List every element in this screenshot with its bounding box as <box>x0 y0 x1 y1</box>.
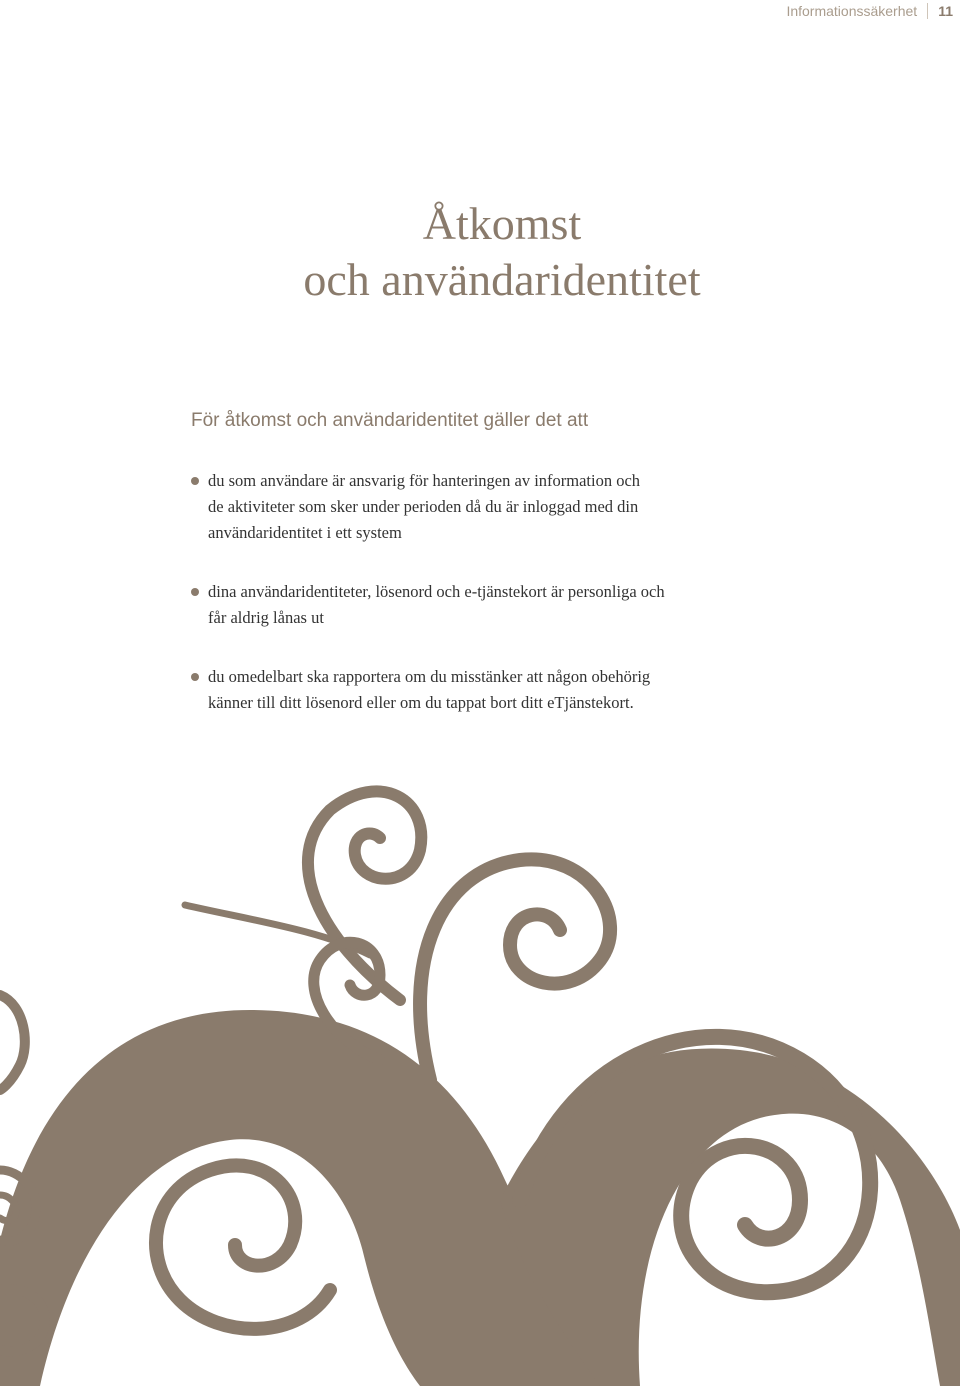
list-item <box>190 664 830 716</box>
upper-spiral <box>420 859 610 1080</box>
list-item-text: du som användare är ansvarig för hanteringen av information och de aktiviteter som sker under perioden då du är inloggad med din användaridentitet i ett system <box>208 471 641 542</box>
bullet-icon <box>191 477 199 485</box>
page-header <box>786 0 960 22</box>
page-number: 11 <box>938 3 953 19</box>
title-line-2: och användaridentitet <box>303 254 701 305</box>
top-spiral <box>308 791 421 1000</box>
page-title <box>0 196 960 308</box>
bullet-icon <box>191 588 199 596</box>
title-line-1: Åtkomst <box>422 198 582 249</box>
swirl-tree-illustration <box>0 760 960 1386</box>
list-item <box>190 468 830 546</box>
intro-text: För åtkomst och användaridentitet gäller det att <box>191 410 589 431</box>
bullet-list <box>190 468 830 749</box>
list-item <box>190 579 830 631</box>
section-name: Informationssäkerhet <box>786 3 918 19</box>
header-divider <box>927 3 928 19</box>
list-item-text: du omedelbart ska rapportera om du misstänker att någon obehörig känner till ditt lösenord eller om du tappat bort ditt eTjänstekort. <box>208 667 651 712</box>
left-edge-spiral-top <box>0 995 25 1090</box>
list-item-text: dina användaridentiteter, lösenord och e-tjänstekort är personliga och får aldrig lånas ut <box>208 582 665 627</box>
bullet-icon <box>191 673 199 681</box>
